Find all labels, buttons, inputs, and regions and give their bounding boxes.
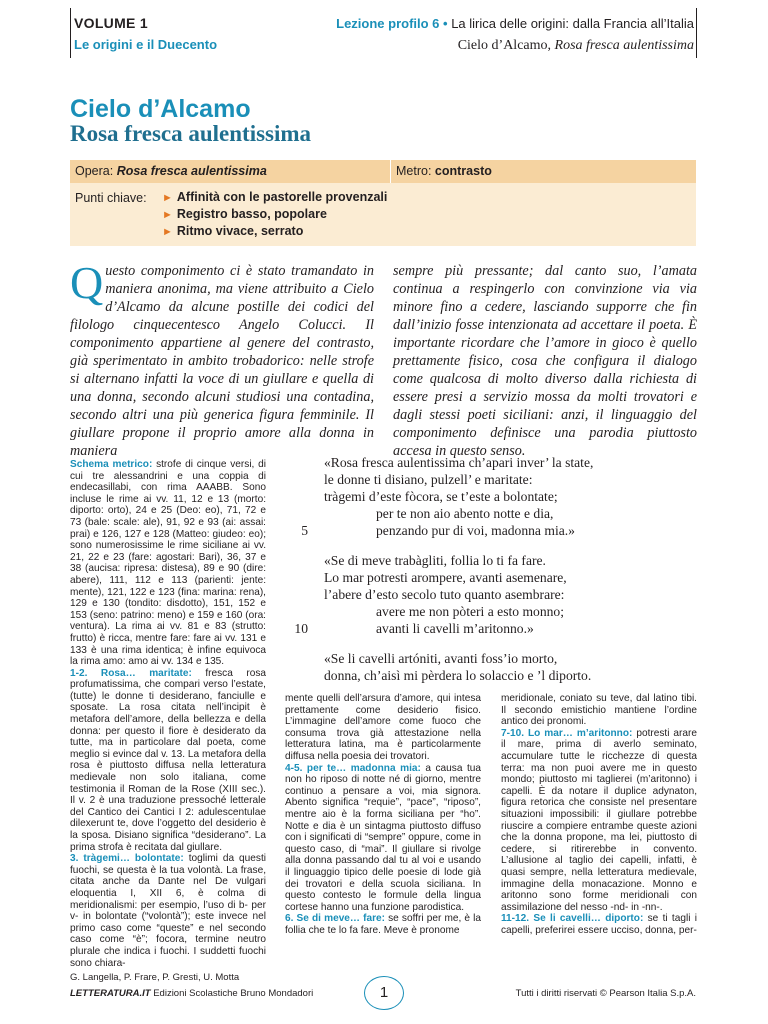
info-box — [70, 160, 696, 246]
note-text: se soffri per me, è la follia che te lo fa fare. Meve è pronome — [285, 913, 481, 936]
footer-authors: G. Langella, P. Frare, P. Gresti, U. Motta — [70, 972, 240, 983]
punti-item-text: Ritmo vivace, serrato — [176, 224, 304, 238]
header-work-title: Rosa fresca aulentissima — [554, 38, 694, 53]
page-number: 1 — [364, 976, 404, 1010]
note — [70, 853, 266, 969]
poem-line: penzando pur di voi, madonna mia.» — [376, 523, 575, 538]
opera-label: Opera: — [75, 164, 114, 178]
opera-field — [75, 164, 267, 178]
note-text: a causa tua non ho riposo di notte né di giorno, mentre continuo a pensare a voi, mia signora. Abento significa “requie”, “pace”, “riposo”, mentre aio è la forma siciliana per “ho”. Notte e dia è un sintagma piuttosto diffuso con i significati di “sempre” oppure, come in questo caso, di “mai”. Il giullare si rivolge alla donna passando dal tu al voi e usando il linguaggio tipico delle poesie di lode già dei trovatori e della scuola siciliana. In questo contesto le formule della lingua cortese hanno una funzione parodistica. — [285, 762, 481, 913]
arrow-right-icon: ► — [162, 209, 173, 221]
note-head: 4-5. per te… madonna mia: — [285, 762, 421, 774]
page-author: Cielo d’Alcamo — [70, 95, 251, 123]
poem-line: le donne ti disiano, pulzell’ e maritate: — [324, 472, 533, 487]
brand-logo: LETTERATURA.IT — [70, 988, 151, 999]
note-text: strofe di cinque versi, di cui tre alessandrini e una coppia di endecasillabi, con rima AAABB. Sono incluse le rime ai vv. 11, 12 e 13 (morto: diporto: orto), 24 e 25 (Deo: eo), 71, 72 e 73 (bale: scale: ale), 91, 92 e 93 (ai: assai: prai) e 126, 127 e 128 (Matteo: giudeo: eo); sono numerosissime le rime siciliane ai vv. 21, 22 e 23 (fare: agostari: Bari), 36, 37 e 38 (aucisa: ripresa: distesa), 89 e 90 (dire: abere), 111, 112 e 113 (parienti: jente: mente), 121, 122 e 123 (fina: marina: rena), 129 e 130 (tondito: disdotto), 151, 152 e 153 (seno: patrino: meno) e 159 e 160 (ora: ventura). La rima ai vv. 81 e 83 (strutto: frutto) è ricca, mentre fare: fare ai vv. 131 e 133 è una rima identica; è infine equivoca la rima amo: amo ai vv. 134 e 135. — [70, 459, 266, 668]
note — [285, 693, 481, 763]
volume-label: VOLUME 1 — [74, 15, 148, 31]
line-number: 5 — [301, 523, 308, 538]
punti-item — [162, 189, 387, 206]
punti-item-text: Registro basso, popolare — [176, 207, 327, 221]
note-head: 6. Se di meve… fare: — [285, 913, 386, 925]
note-text: potresti arare il mare, prima di averlo seminato, accumulare tutte le ricchezze di questa terra: ma non puoi avere me in questo mondo; piuttosto mi taglierei (m’aritonno) i capelli. È da notare il duplice adynaton, figura retorica che consiste nel presentare situazioni impossibili: il giullare potrebbe riuscire a compiere entrambe queste azioni che la donna propone, ma lei, piuttosto di cedere, si ritirerebbe in convento. L’allusione al taglio dei capelli, infatti, è quasi sempre, nella letteratura medievale, immagine della monacazione. Monno e aritonno sono forme meridionali con assimilazione del nesso -nd- in -nn-. — [501, 727, 698, 913]
punti-item-text: Affinità con le pastorelle provenzali — [176, 190, 388, 204]
punti-item — [162, 206, 387, 223]
note-head: 11-12. Se li cavelli… diporto: — [501, 913, 644, 925]
note-head: Schema metrico: — [70, 459, 153, 470]
line-number: 10 — [294, 621, 308, 636]
note-head: 7-10. Lo mar… m’aritonno: — [501, 727, 633, 739]
lesson-topic: La lirica delle origini: dalla Francia all’Italia — [451, 16, 694, 31]
lesson-heading: Lezione profilo 6 • La lirica delle origini: dalla Francia all’Italia — [336, 16, 694, 31]
arrow-right-icon: ► — [162, 192, 173, 204]
note-text: mente quelli dell’arsura d’amore, qui intesa prettamente come desiderio fisico. L’immagine dell’amore come fuoco che consuma trova già attestazione nella letteratura latina, ma è particolarmente diffusa nella poesia dei trovatori. — [285, 693, 481, 762]
info-box-divider — [390, 160, 391, 183]
header-left-rule — [70, 8, 71, 58]
intro-col-2: sempre più pressante; dal canto suo, l’amata continua a respingerlo con convinzione via via minore fino a cedere, lasciando supporre che fin dall’inizio fosse intenzionata ad accettare il poeta. È importante ricordare che l’amore in gioco è quello prettamente fisico, cosa che configura il dialogo come qualcosa di molto diverso dalla richiesta di essere presi a servizio mossa da molti trovatori e dagli stessi poeti siciliani: anzi, il linguaggio del componimento definisce una parodia piuttosto accesa in questo senso. — [393, 263, 697, 459]
note-text: se ti tagli i capelli, preferirei essere ucciso, donna, per- — [501, 913, 697, 936]
note-text: toglimi da questi fuochi, se questa è la tua volontà. La frase, citata anche da Dante nel De vulgari eloquentia I, XII 6, è colma di meridionalismi: per esempio, l’uso di b- per v- in bolontate (“volontà”); este invece nel primo caso come “queste” e nel secondo caso come “è”; focora, termine neutro plurale che indica i fuochi. I suddetti fuochi sono chiara- — [70, 853, 266, 969]
punti-item — [162, 223, 387, 240]
lesson-label: Lezione profilo 6 — [336, 16, 440, 31]
poem-line: Lo mar potresti arompere, avanti asemenare, — [324, 570, 567, 585]
header-author: Cielo d’Alcamo, — [457, 38, 552, 53]
intro-col-1 — [70, 257, 374, 460]
footer-publisher: Edizioni Scolastiche Bruno Mondadori — [153, 988, 314, 999]
note-text: fresca rosa profumatissima, che compari verso l’estate, (tutte) le donne ti desiderano, fanciulle e sposate. La rosa citata nell’incipit è metafora dell’amore, della bellezza e della donna: per questo il fiore è desiderato da tutte, ma in particolare dal poeta, come meglio si evince dal v. 13. La metafora della rosa è piuttosto diffusa nella letteratura medievale non solo italiana, come testimonia il Roman de la Rose (XIII sec.). Il v. 2 è una traduzione pressoché letterale del Cantico dei Cantici I 2: adulescentulae dilexerunt te, dove l’oggetto del desiderio è la sposa. Disiano significa “desiderano”. La prima strofa è recitata dal giullare. — [70, 667, 266, 853]
poem-line: «Se di meve trabàgliti, follia lo ti fa fare. — [324, 553, 546, 568]
page-title: Rosa fresca aulentissima — [70, 121, 312, 146]
note — [501, 728, 697, 914]
poem-line: tràgemi d’este fòcora, se t’este a bolontate; — [324, 489, 558, 504]
header-work — [458, 38, 694, 54]
poem-line: avanti li cavelli m’aritonno.» — [376, 621, 534, 636]
note — [70, 668, 266, 854]
metro-label: Metro: — [396, 164, 432, 178]
note — [285, 763, 481, 914]
footer-rights: Tutti i diritti riservati © Pearson Italia S.p.A. — [515, 988, 696, 999]
poem-line: l’abere d’esto secolo tuto quanto asembrare: — [324, 587, 565, 602]
intro-text-1: uesto componimento ci è stato tramandato in maniera anonima, ma viene attribuito a Cielo d’Alcamo da alcune postille dei codici del filologo cinquecentesco Angelo Colucci. Il componimento appartiene al genere del contrasto, già sperimentato in ambito trobadorico: nelle strofe si alternano infatti la voce di un giullare e quella di una donna, secondo alcuni studiosi una contadina, secondo altri una più generica figura femminile. Il giullare propone il proprio amore alla donna in maniera — [70, 263, 374, 459]
note-text: meridionale, coniato su teve, dal latino tibi. Il secondo emistichio mantiene l’ordine antico dei pronomi. — [501, 693, 697, 728]
punti-label: Punti chiave: — [75, 191, 147, 205]
note — [285, 913, 481, 936]
volume-subtitle: Le origini e il Duecento — [74, 37, 218, 52]
drop-cap: Q — [70, 257, 104, 308]
note — [501, 693, 697, 728]
poem-line: «Rosa fresca aulentissima ch’apari inver’ la state, — [324, 455, 594, 470]
footer-publisher-line — [70, 988, 313, 999]
note — [501, 913, 697, 936]
metro-value: contrasto — [434, 164, 492, 178]
opera-value: Rosa fresca aulentissima — [116, 164, 267, 178]
poem-line: donna, ch’aisì mi pèrdera lo solaccio e ’l diporto. — [324, 668, 592, 683]
punti-list — [162, 189, 387, 240]
note-head: 1-2. Rosa… maritate: — [70, 667, 192, 679]
notes-col-2 — [285, 693, 481, 936]
poem-line: per te non aio abento notte e dia, — [376, 506, 554, 521]
notes-col-3 — [501, 693, 697, 936]
header-right-rule — [696, 8, 697, 58]
notes-col-1 — [70, 459, 266, 969]
note-head: 3. tràgemi… bolontate: — [70, 853, 184, 865]
metro-field — [396, 164, 492, 178]
poem-line: «Se li cavelli artóniti, avanti foss’io morto, — [324, 651, 558, 666]
arrow-right-icon: ► — [162, 226, 173, 238]
note — [70, 459, 266, 668]
poem-line: avere me non pòteri a esto monno; — [376, 604, 564, 619]
